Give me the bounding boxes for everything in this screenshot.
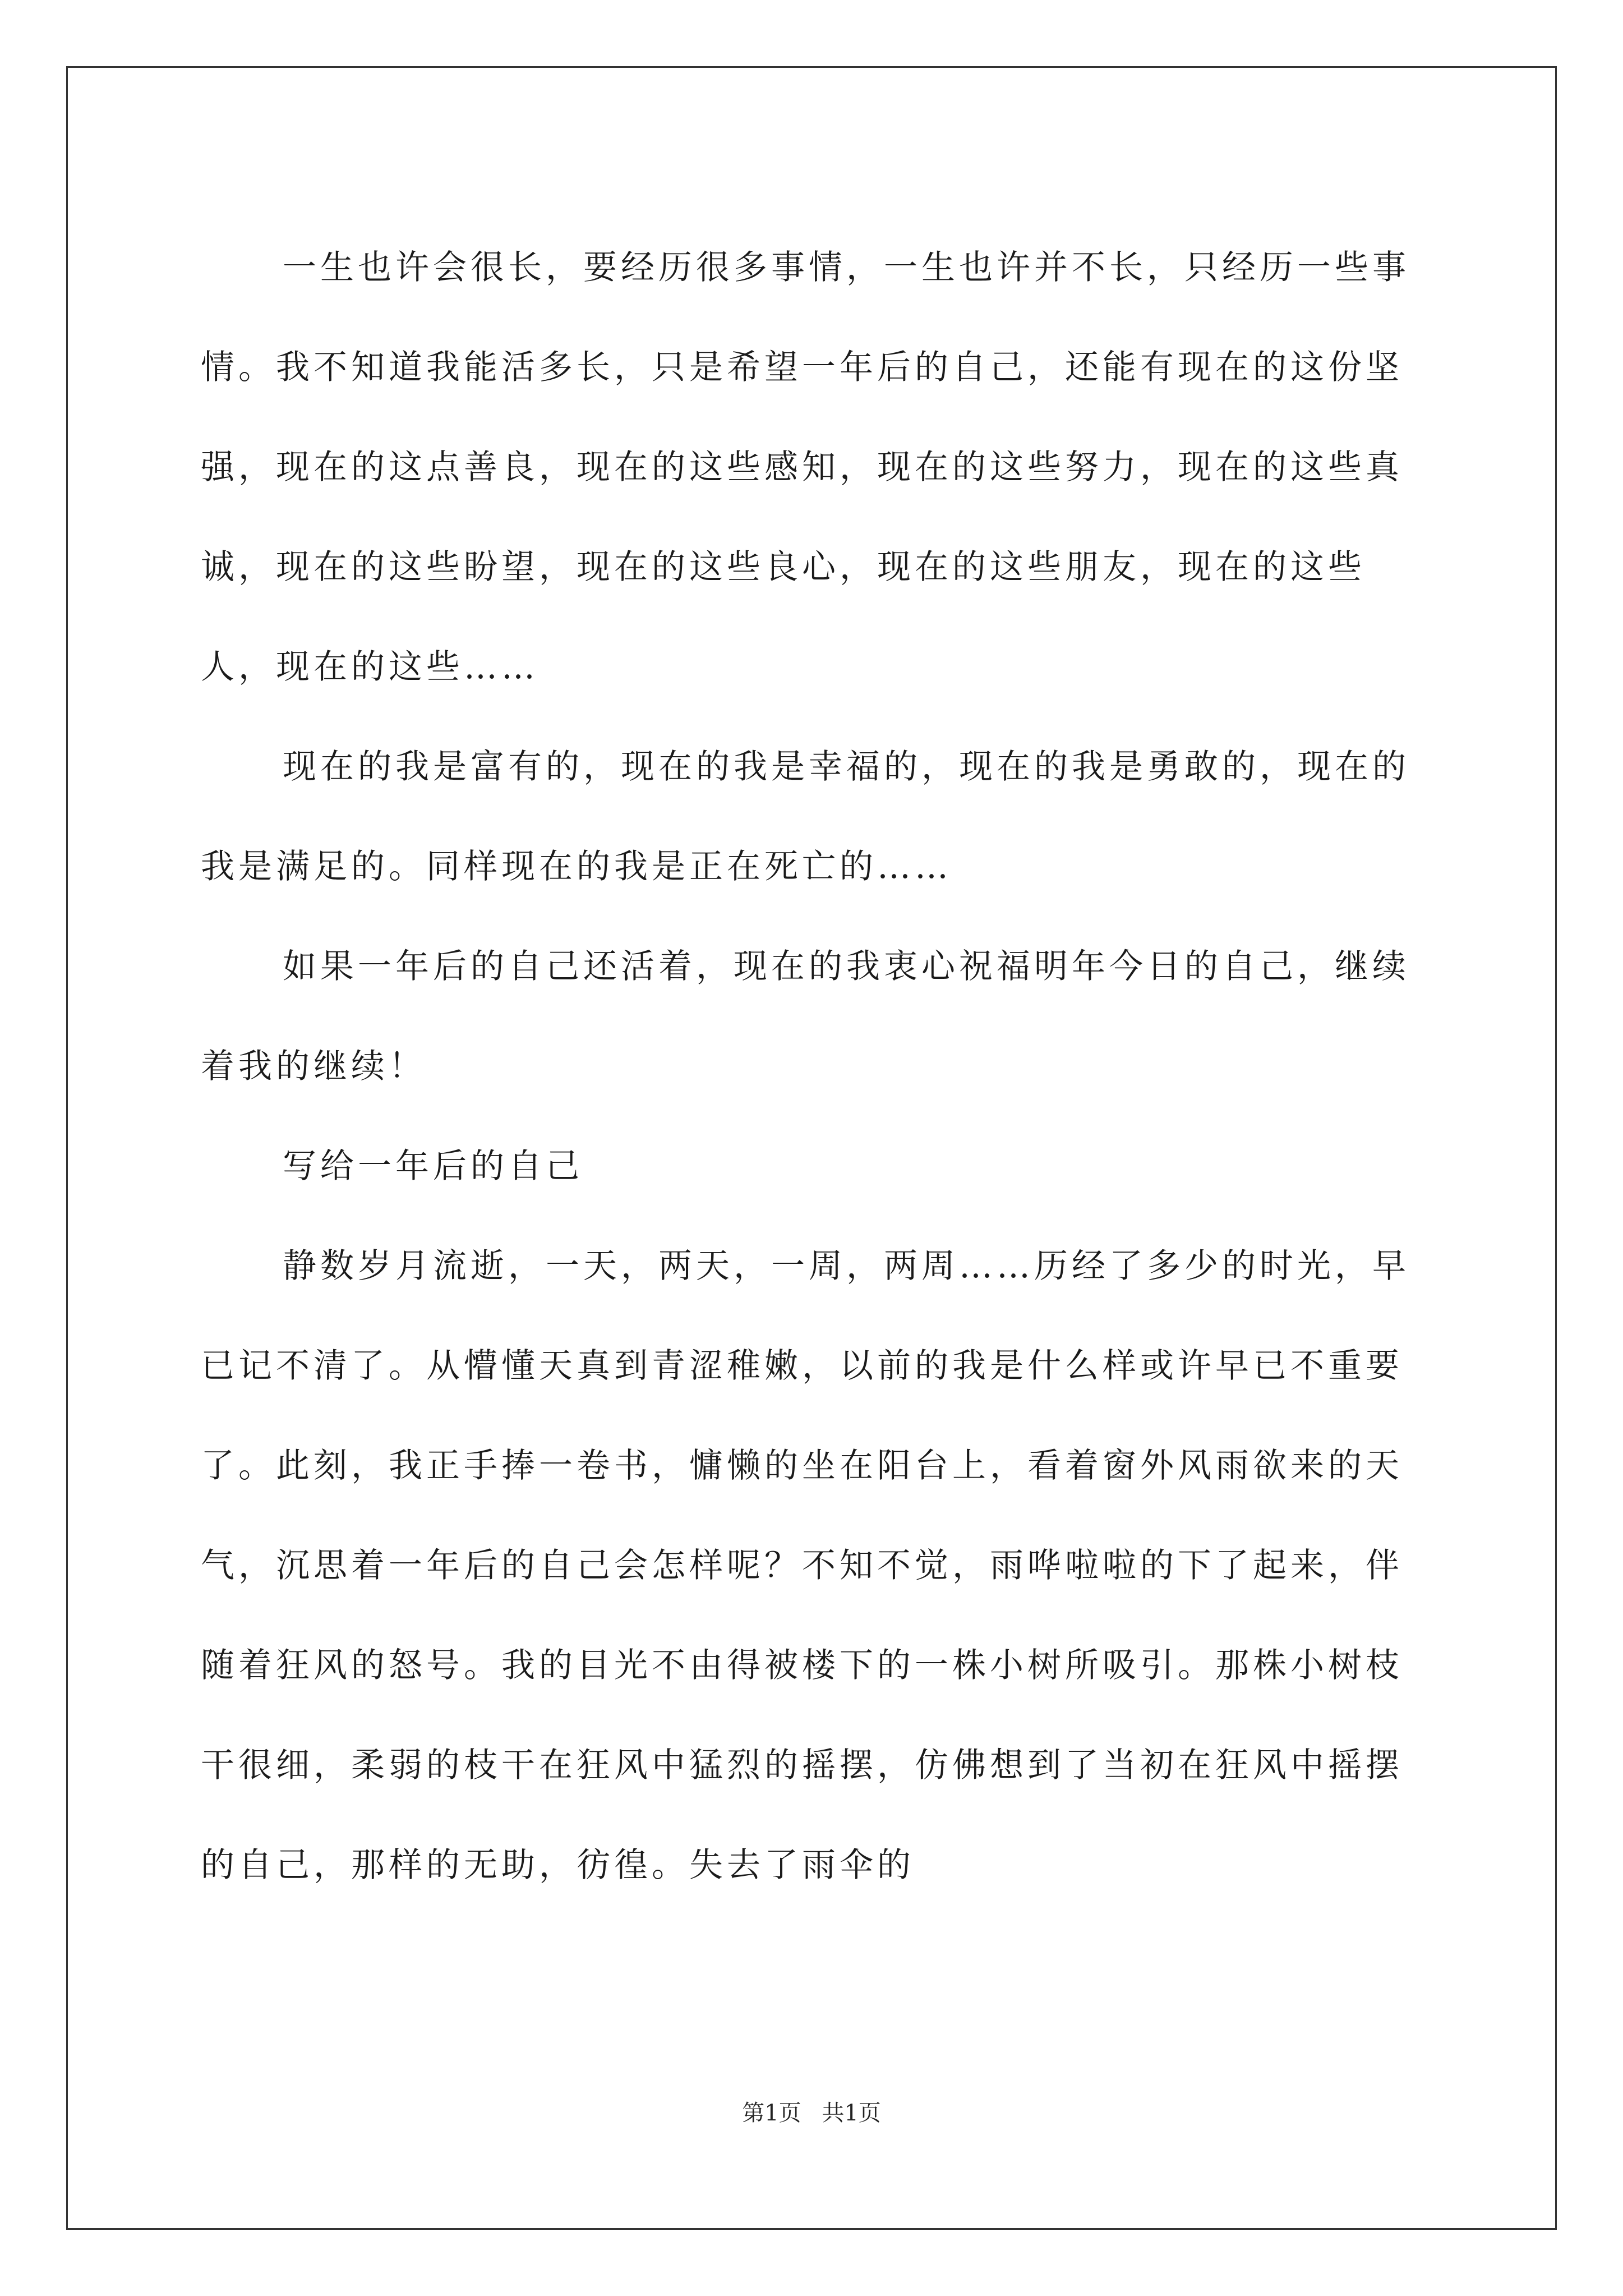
- page-number: 第1页: [742, 2100, 801, 2126]
- paragraph: 一生也许会很长，要经历很多事情，一生也许并不长，只经历一些事情。我不知道我能活多长，只是希望一年后的自己，还能有现在的这份坚强，现在的这点善良，现在的这些感知，现在的这些努力，现在的这些真诚，现在的这些盼望，现在的这些良心，现在的这些朋友，现在的这些人，现在的这些……: [201, 248, 1410, 687]
- section-heading: 写给一年后的自己: [283, 1147, 583, 1186]
- paragraph: 静数岁月流逝，一天，两天，一周，两周……历经了多少的时光，早已记不清了。从懵懂天真到青涩稚嫩，以前的我是什么样或许早已不重要了。此刻，我正手捧一卷书，慵懒的坐在阳台上，看着窗外风雨欲来的天气，沉思着一年后的自己会怎样呢？不知不觉，雨哗啦啦的下了起来，伴随着狂风的怒号。我的目光不由得被楼下的一株小树所吸引。那株小树枝干很细，柔弱的枝干在狂风中猛烈的摇摆，仿佛想到了当初在狂风中摇摆的自己，那样的无助，彷徨。失去了雨伞的: [201, 1246, 1410, 1885]
- page-total: 共1页: [822, 2100, 881, 2126]
- page-footer: [0, 2099, 1623, 2127]
- paragraph: 如果一年后的自己还活着，现在的我衷心祝福明年今日的自己，继续着我的继续！: [201, 947, 1410, 1086]
- document-body: [201, 218, 1429, 1915]
- paragraph: 现在的我是富有的，现在的我是幸福的，现在的我是勇敢的，现在的我是满足的。同样现在的我是正在死亡的……: [201, 747, 1410, 886]
